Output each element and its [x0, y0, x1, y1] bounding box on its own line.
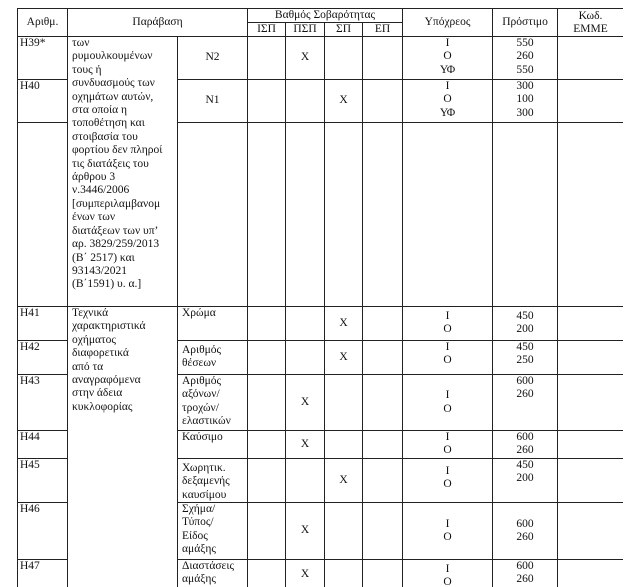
severity-sp: Χ [325, 307, 363, 341]
severity-ep [363, 375, 403, 431]
emme-code [558, 503, 623, 560]
fine-amount [493, 458, 558, 502]
sub-category-empty [178, 123, 248, 307]
col-header-sp: ΣΠ [325, 23, 363, 37]
emme-code [558, 37, 623, 80]
fine-amount [493, 37, 558, 80]
sub-category [178, 37, 248, 80]
sub-category-text: Χωρητικ. [182, 461, 226, 474]
severity-sp: Χ [325, 80, 363, 123]
violation-line: αναγραφόμενα [72, 374, 141, 387]
sub-category-text: καυσίμου [182, 488, 227, 501]
liable-code: Ι [445, 389, 450, 402]
violation-line: (Β΄1591) υ. α.] [72, 278, 142, 291]
liable-code: Ι [445, 310, 450, 322]
sub-category-text: Αριθμός [182, 344, 222, 356]
fine-value: 250 [516, 354, 534, 367]
violation-line: ρυμουλκουμένων [72, 50, 153, 63]
violation-description-text [72, 37, 175, 292]
severity-ep [363, 123, 403, 307]
col-header-number: Αριθμ. [18, 9, 68, 37]
sub-category [178, 375, 248, 431]
liable-code: Ι [445, 464, 450, 477]
sub-category-text: αμάξης [182, 573, 216, 586]
fine-value: 600 [516, 560, 534, 573]
row-number: Η43 [18, 375, 68, 431]
liable-code: Ι [445, 517, 450, 530]
fine-value: 260 [516, 388, 534, 401]
violation-line: (Β΄ 2517) και [72, 251, 135, 264]
col-header-code-line1: Κωδ. [578, 9, 603, 22]
violation-line: 93143/2021 [72, 264, 127, 277]
col-header-isp: ΙΣΠ [248, 23, 286, 37]
row-number: Η46 [18, 503, 68, 560]
liable-party [403, 37, 493, 80]
sub-category-text: Ν1 [205, 94, 220, 107]
col-header-code-line2: ΕΜΜΕ [573, 22, 608, 35]
severity-sp [325, 431, 363, 459]
violation-line: συνδυασμούς των [72, 77, 155, 90]
sub-category [178, 503, 248, 560]
emme-code [558, 307, 623, 341]
violation-line: οχήματος [72, 333, 116, 346]
violation-line: διατάξεων των υπ’ [72, 224, 159, 237]
violation-line: κυκλοφορίας [72, 400, 133, 413]
col-header-severity: Βαθμός Σοβαρότητας [248, 9, 403, 23]
liable-code: Ο [443, 478, 452, 491]
fine-value: 300 [516, 80, 534, 92]
fine-value: 600 [516, 375, 534, 387]
fine-amount [493, 341, 558, 375]
table-row [18, 37, 624, 80]
severity-psp: Χ [286, 375, 325, 431]
sub-category-text: Αριθμός [182, 375, 222, 387]
violation-description [68, 37, 178, 307]
violation-line: διαφορετικά [72, 347, 129, 360]
emme-code [558, 560, 623, 587]
violation-line: ν.3446/2006 [72, 184, 130, 197]
severity-isp [248, 37, 286, 80]
severity-psp: Χ [286, 431, 325, 459]
col-header-psp: ΠΣΠ [286, 23, 325, 37]
violation-line: στοιβασία του [72, 130, 138, 143]
severity-isp [248, 375, 286, 431]
sub-category-text: θέσεων [182, 357, 217, 370]
severity-sp: Χ [325, 458, 363, 502]
severity-isp [248, 503, 286, 560]
severity-psp: Χ [286, 503, 325, 560]
sub-category [178, 560, 248, 587]
fine-amount [493, 503, 558, 560]
liable-code: Ι [445, 563, 450, 576]
sub-category [178, 307, 248, 341]
row-number: Η44 [18, 431, 68, 459]
fine-amount [493, 560, 558, 587]
violation-line: από τα [72, 360, 104, 373]
liable-party [403, 375, 493, 431]
liable-party [403, 458, 493, 502]
fine-value: 550 [516, 63, 534, 76]
fine-value: 200 [516, 323, 534, 336]
severity-isp [248, 341, 286, 375]
liable-code: Ο [443, 531, 452, 544]
severity-ep [363, 341, 403, 375]
violation-line: Τεχνικά [72, 307, 109, 319]
fine-value: 260 [516, 573, 534, 586]
liable-code: Ι [445, 37, 450, 49]
liable-code: Ο [443, 323, 452, 336]
sub-category-text: ελαστικών [182, 415, 231, 428]
fine-value: 450 [516, 341, 534, 353]
sub-category-text: δεξαμενής [182, 475, 230, 488]
severity-psp [286, 307, 325, 341]
liable-party-empty [403, 123, 493, 307]
severity-isp [248, 123, 286, 307]
fine-amount [493, 307, 558, 341]
severity-sp [325, 503, 363, 560]
fine-value: 260 [516, 531, 534, 544]
fine-value: 550 [516, 37, 534, 49]
severity-isp [248, 80, 286, 123]
severity-sp [325, 123, 363, 307]
fine-amount-empty [493, 123, 558, 307]
violation-line: [συμπεριλαμβανομ [72, 197, 161, 210]
liable-code: Ο [443, 93, 452, 106]
sub-category-text: Σχήμα/ [182, 503, 216, 516]
violation-line: αρ. 3829/259/2013 [72, 238, 160, 251]
severity-sp [325, 37, 363, 80]
severity-sp [325, 375, 363, 431]
severity-ep [363, 80, 403, 123]
sub-category-text: Καύσιμο [182, 431, 223, 443]
liable-code: Ο [443, 402, 452, 415]
fine-value: 200 [516, 472, 534, 485]
row-number: Η47 [18, 560, 68, 587]
liable-party [403, 341, 493, 375]
liable-party [403, 560, 493, 587]
fine-value: 600 [516, 517, 534, 530]
severity-ep [363, 431, 403, 459]
fine-value: 260 [516, 444, 534, 457]
fine-value: 450 [516, 458, 534, 471]
row-number: Η40 [18, 80, 68, 123]
liable-code: Ο [443, 576, 452, 587]
severity-ep [363, 503, 403, 560]
col-header-violation: Παράβαση [68, 9, 248, 37]
sub-category [178, 431, 248, 459]
severity-psp [286, 123, 325, 307]
table-row [18, 307, 624, 341]
emme-code [558, 375, 623, 431]
violation-line: στα οποία η [72, 104, 128, 117]
col-header-fine: Πρόστιμο [493, 9, 558, 37]
severity-psp [286, 341, 325, 375]
liable-code: ΥΦ [439, 106, 456, 119]
fine-amount [493, 431, 558, 459]
severity-sp [325, 560, 363, 587]
violation-line: τους ή [72, 63, 102, 76]
row-number: Η39* [18, 37, 68, 80]
severity-ep [363, 458, 403, 502]
severity-psp [286, 458, 325, 502]
fine-value: 260 [516, 50, 534, 63]
sub-category-text: αμάξης [182, 543, 216, 556]
liable-party [403, 307, 493, 341]
violation-line: άρθρου 3 [72, 171, 116, 184]
sub-category-text: αξόνων/ [182, 388, 220, 401]
fine-value: 600 [516, 431, 534, 443]
sub-category-text: Είδος [182, 529, 208, 542]
row-number: Η42 [18, 341, 68, 375]
header-row-top [18, 9, 624, 23]
liable-code: ΥΦ [439, 63, 456, 76]
sub-category-text: Τύπος/ [182, 516, 214, 529]
liable-party [403, 503, 493, 560]
violation-description-text [72, 307, 175, 414]
severity-sp: Χ [325, 341, 363, 375]
violation-line: τοποθέτηση και [72, 117, 145, 130]
severity-psp [286, 80, 325, 123]
violation-line: χαρακτηριστικά [72, 320, 146, 333]
severity-ep [363, 37, 403, 80]
col-header-code [558, 9, 623, 37]
fine-amount [493, 375, 558, 431]
severity-ep [363, 307, 403, 341]
document-page [17, 8, 623, 587]
severity-isp [248, 431, 286, 459]
col-header-ep: ΕΠ [363, 23, 403, 37]
fine-value: 450 [516, 310, 534, 322]
violation-line: οχημάτων αυτών, [72, 90, 154, 103]
severity-isp [248, 560, 286, 587]
sub-category-text: Χρώμα [182, 307, 216, 319]
violation-line: φορτίου δεν πληροί [72, 144, 163, 157]
sub-category-text: τροχών/ [182, 401, 219, 414]
liable-code: Ι [445, 80, 450, 92]
emme-code [558, 458, 623, 502]
emme-code [558, 431, 623, 459]
violation-line: στην άδεια [72, 387, 123, 400]
severity-psp: Χ [286, 37, 325, 80]
sub-category [178, 458, 248, 502]
sub-category-text: Ν2 [205, 51, 220, 64]
sub-category-text: Διαστάσεις [182, 560, 235, 573]
violation-line: των [72, 37, 90, 49]
emme-code [558, 341, 623, 375]
severity-psp: Χ [286, 560, 325, 587]
fine-value: 300 [516, 106, 534, 119]
violation-line: ένων των [72, 211, 116, 224]
liable-code: Ι [445, 341, 450, 353]
severity-isp [248, 458, 286, 502]
liable-code: Ο [443, 444, 452, 457]
row-number: Η41 [18, 307, 68, 341]
sub-category [178, 80, 248, 123]
fine-value: 100 [516, 93, 534, 106]
row-number-empty [18, 123, 68, 307]
col-header-liable: Υπόχρεος [403, 9, 493, 37]
violations-table [17, 8, 623, 587]
liable-code: Ο [443, 50, 452, 63]
sub-category [178, 341, 248, 375]
liable-party [403, 431, 493, 459]
severity-ep [363, 560, 403, 587]
liable-code: Ι [445, 431, 450, 443]
emme-code [558, 123, 623, 307]
fine-amount [493, 80, 558, 123]
liable-code: Ο [443, 354, 452, 367]
violation-line: τις διατάξεις του [72, 157, 149, 170]
emme-code [558, 80, 623, 123]
severity-isp [248, 307, 286, 341]
row-number: Η45 [18, 458, 68, 502]
violation-description [68, 307, 178, 587]
liable-party [403, 80, 493, 123]
